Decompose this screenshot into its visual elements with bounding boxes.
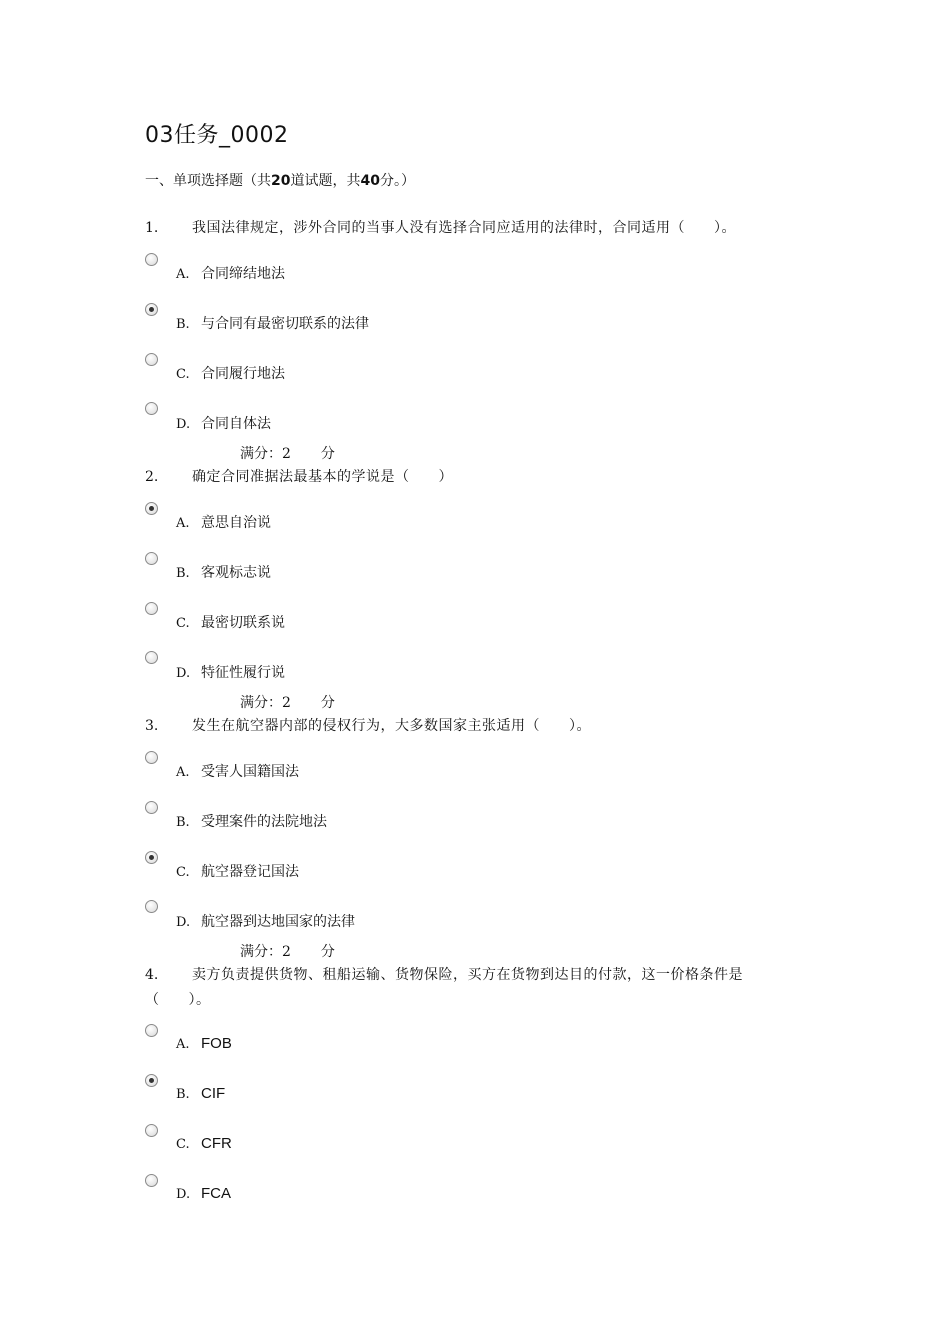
radio-q3-d[interactable] <box>145 900 158 913</box>
radio-q1-a[interactable] <box>145 253 158 266</box>
page-title: 03任务_0002 <box>145 123 289 148</box>
radio-q1-c[interactable] <box>145 353 158 366</box>
radio-q4-b[interactable] <box>145 1074 158 1087</box>
option-q3-c[interactable]: C. 航空器登记国法 <box>176 864 299 880</box>
score-q2: 满分：2 分 <box>240 695 335 711</box>
option-q1-d[interactable]: D. 合同自体法 <box>176 416 271 432</box>
radio-q4-c[interactable] <box>145 1124 158 1137</box>
option-q1-c[interactable]: C. 合同履行地法 <box>176 366 285 382</box>
option-q4-a[interactable]: A. FOB <box>176 1035 232 1052</box>
option-q2-a[interactable]: A. 意思自治说 <box>176 515 271 531</box>
option-q3-a[interactable]: A. 受害人国籍国法 <box>176 764 299 780</box>
option-q3-b[interactable]: B. 受理案件的法院地法 <box>176 814 327 830</box>
option-q4-d[interactable]: D. FCA <box>176 1185 231 1202</box>
question-4 <box>145 963 815 1013</box>
question-text: 发生在航空器内部的侵权行为，大多数国家主张适用（ ）。 <box>192 718 591 734</box>
question-2 <box>145 465 815 490</box>
radio-q4-d[interactable] <box>145 1174 158 1187</box>
option-q2-c[interactable]: C. 最密切联系说 <box>176 615 285 631</box>
question-number: 3. <box>145 718 159 734</box>
question-text: 我国法律规定，涉外合同的当事人没有选择合同应适用的法律时，合同适用（ ）。 <box>192 220 736 236</box>
option-q2-b[interactable]: B. 客观标志说 <box>176 565 271 581</box>
option-q1-b[interactable]: B. 与合同有最密切联系的法律 <box>176 316 369 332</box>
section-heading: 一、单项选择题（共20道试题，共40分。） <box>145 173 415 189</box>
radio-q2-d[interactable] <box>145 651 158 664</box>
question-text-continued: （ ）。 <box>145 992 211 1008</box>
radio-q3-a[interactable] <box>145 751 158 764</box>
radio-q2-b[interactable] <box>145 552 158 565</box>
option-q4-b[interactable]: B. CIF <box>176 1085 226 1102</box>
radio-q1-b[interactable] <box>145 303 158 316</box>
radio-q3-b[interactable] <box>145 801 158 814</box>
question-text: 卖方负责提供货物、租船运输、货物保险，买方在货物到达目的付款，这一价格条件是 <box>192 967 743 983</box>
radio-q4-a[interactable] <box>145 1024 158 1037</box>
question-number: 1. <box>145 220 159 236</box>
option-q3-d[interactable]: D. 航空器到达地国家的法律 <box>176 914 355 930</box>
question-text: 确定合同准据法最基本的学说是（ ） <box>192 469 453 485</box>
score-q1: 满分：2 分 <box>240 446 335 462</box>
score-q3: 满分：2 分 <box>240 944 335 960</box>
radio-q3-c[interactable] <box>145 851 158 864</box>
radio-q2-c[interactable] <box>145 602 158 615</box>
radio-q2-a[interactable] <box>145 502 158 515</box>
option-q1-a[interactable]: A. 合同缔结地法 <box>176 266 285 282</box>
question-number: 4. <box>145 967 159 983</box>
question-number: 2. <box>145 469 159 485</box>
question-1 <box>145 216 815 241</box>
option-q2-d[interactable]: D. 特征性履行说 <box>176 665 285 681</box>
option-q4-c[interactable]: C. CFR <box>176 1135 232 1152</box>
radio-q1-d[interactable] <box>145 402 158 415</box>
question-3 <box>145 714 815 739</box>
